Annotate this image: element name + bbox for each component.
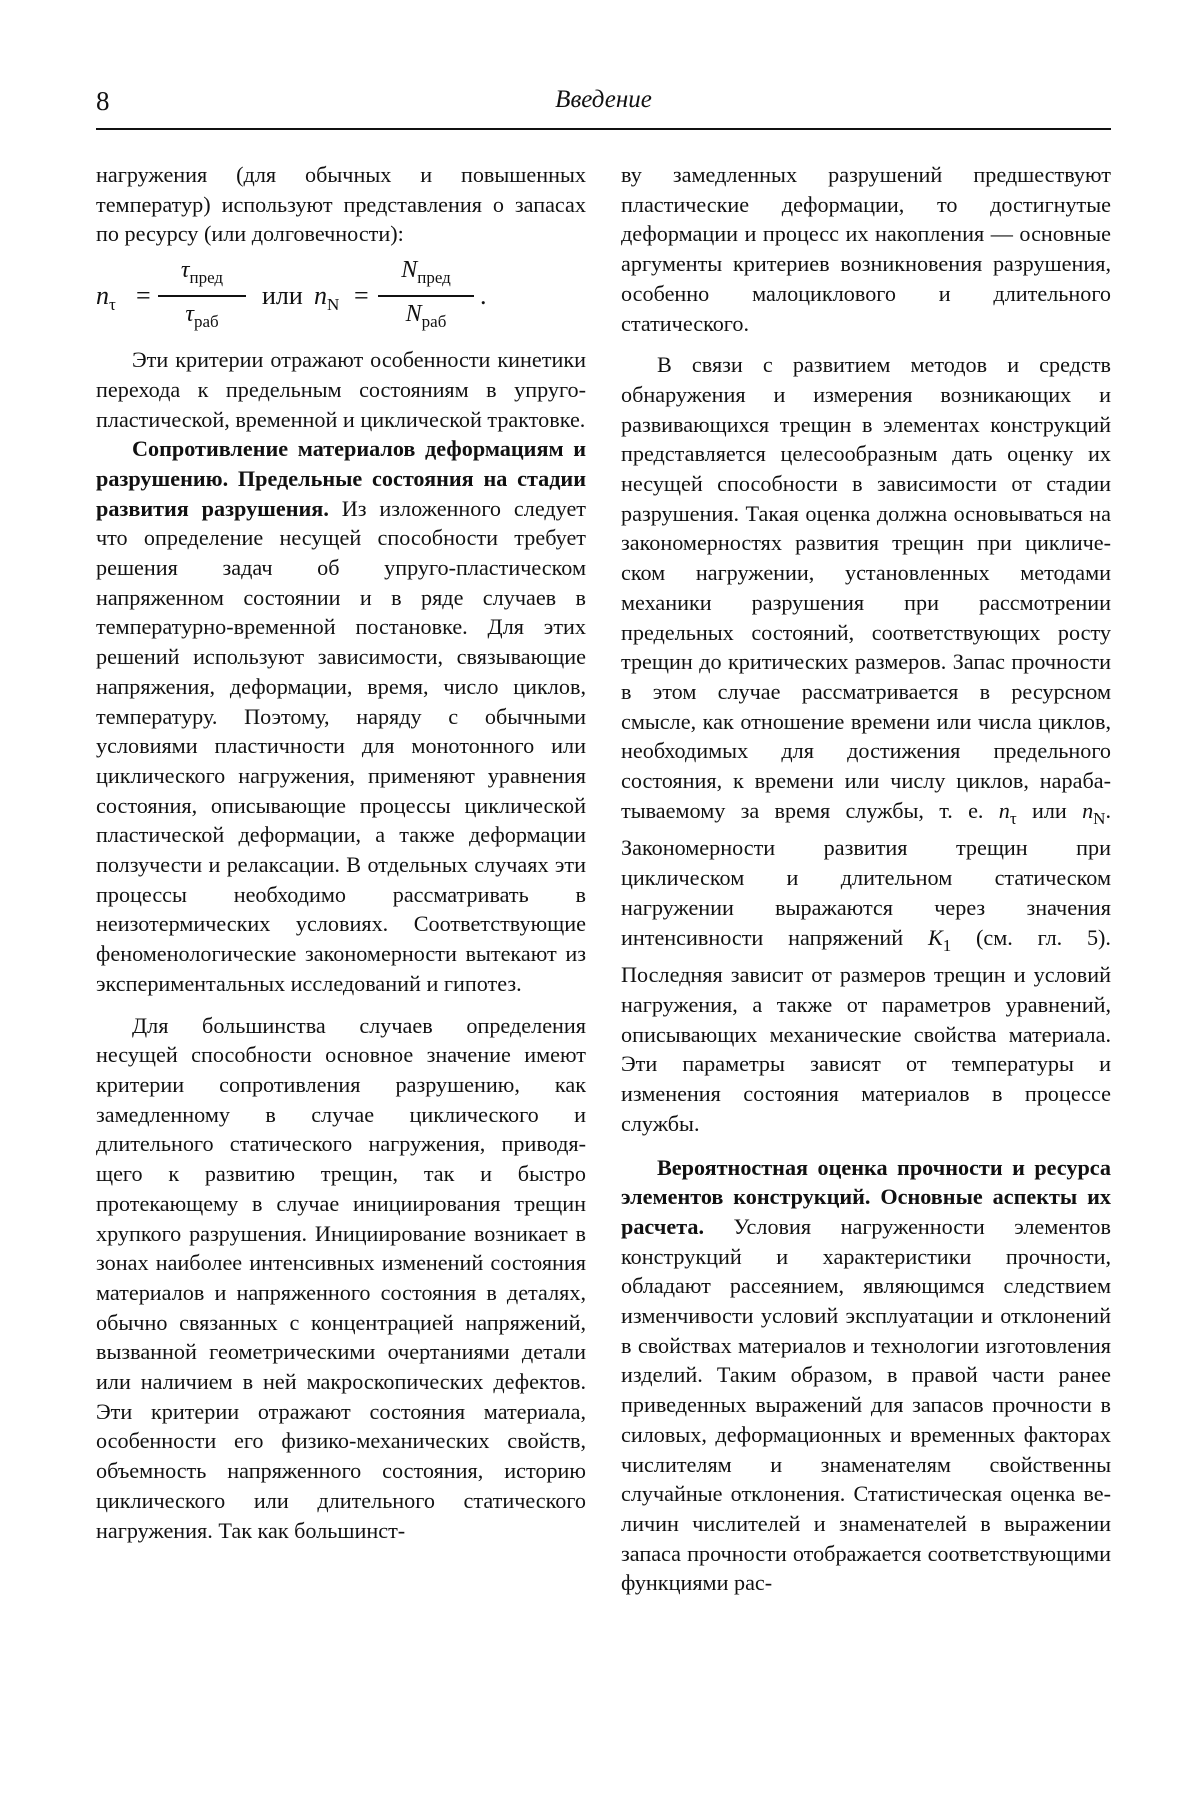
left-paragraph-1: нагружения (для обычных и повышенных температур) используют представления о запасах по ресурсу (или долговечности): <box>96 162 586 247</box>
section-heading-probabilistic: Вероятностная оценка прочности и ресурса элементов конструкций. Основные аспекты их расчета. <box>621 1154 1111 1239</box>
running-head: Введение <box>555 86 652 113</box>
page-number: 8 <box>96 86 110 116</box>
formula-fraction-N: $N_{пред}$ $N_{раб}$ <box>378 255 474 337</box>
formula-equals-2: = <box>354 281 369 311</box>
formula-or-word: или <box>262 281 303 311</box>
section-heading-resistance: Сопротивление материалов деформациям и разрушению. Предельные состояния на стадии развития разрушения. <box>96 436 586 521</box>
right-column <box>621 160 1111 1598</box>
formula-end-dot: . <box>480 281 487 311</box>
right-paragraph-3: Вероятностная оценка прочности и ресурса элементов конструкций. Основные аспекты их расчета. Условия нагруженности элементов конструкций и характеристики прочности, обладают рассеянием, являющимся следствием изменчивости условий эксплуатации и отклонений в свойствах материалов и технологии изготовления изделий. Таким образом, в правой части ранее приведенных выражений для запасов прочности в силовых, деформационных и временных факторах числителям и знаменателям свойственны случайные отклонения. Статистическая оценка величин числителей и знаменателей в выражении запаса прочности отображается соответствующими функциями рас- <box>621 1154 1111 1596</box>
left-paragraph-4: Для большинства случаев определения несущей способности основное значение имеют критерии сопротивления разрушению, как замедленному в случае циклического и длительного статического нагружения, приводящего к развитию трещин, так и быстро протекающему в случае инициирования трещин хрупкого разрушения. Инициирование возникает в зонах наиболее интенсивных изменений состояния материалов и напряженного состояния в деталях, обычно связанных с концентрацией напряжений, вызванной геометрическими очертаниями детали или наличием в ней макроскопических дефектов. Эти критерии отражают состояния материала, особенности его физико-механических свойств, объемность напряженного состояния, историю циклического или длительного статического нагружения. Так как большинст- <box>96 1012 586 1543</box>
formula-equals-1: = <box>136 281 151 311</box>
formula-n-N: $n_N$ <box>314 281 340 315</box>
right-paragraph-2: В связи с развитием методов и средств обнаружения и измерения возникающих и развивающихся трещин в элементах конструкций представляется целесообразным дать оценку их несущей способности в зависимости от стадии разрушения. Такая оценка должна основываться на закономерностях развития трещин при циклическом нагружении, установленных методами механики разрушения при рассмотрении предельных состояний, соответствующих росту трещин до критических размеров. Запас прочности в этом случае рассматривается в ресурсном смысле, как отношение времени или числа циклов, необходимых для достижения предельного состояния, к времени или числу циклов, нарабатываемому за время службы, т. е. $n_\tau$ или $n_N$. Закономерности развития трещин при циклическом и длительном статическом нагружении выражаются через значения интенсивности напряжений $K_1$ (см. гл. 5). Последняя зависит от размеров трещин и условий нагружения, а также от параметров уравнений, описывающих механические свойства материала. Эти параметры зависят от температуры и изменения состояния материалов в процессе службы. <box>621 352 1111 1136</box>
page-header <box>96 86 1111 120</box>
left-paragraph-2: Эти критерии отражают особенности кинетики перехода к предельным состояниям в упруго-пластической, временной и циклической трактовке. <box>96 347 586 432</box>
right-paragraph-1: ву замедленных разрушений предшествуют пластические деформации, то достигнутые деформации и процесс их накопления — основные аргументы критериев возникновения разрушения, особенно малоциклового и длительного статического. <box>621 162 1111 336</box>
left-paragraph-3: Сопротивление материалов деформациям и разрушению. Предельные состояния на стадии развития разрушения. Из изложенного следует что определение несущей способности требует решения задач об упруго-пластическом напряженном состоянии и в ряде случаев в температурно-временной постановке. Для этих решений используют зависимости, связывающие напряжения, деформации, время, число циклов, температуру. Поэтому, наряду с обычными условиями пластичности для монотонного или циклического нагружения, применяют уравнения состояния, описывающие процессы циклической пластической деформации, а также деформации ползучести и релаксации. В отдельных случаях эти процессы необходимо рассматривать в неизотермических условиях. Соответствующие феноменологические закономерности вытекают из экспериментальных исследований и гипотез. <box>96 436 587 996</box>
formula-fraction-tau: $\tau_{пред}$ $\tau_{раб}$ <box>158 255 246 337</box>
safety-factor-formula <box>96 253 586 339</box>
formula-n-tau: $n_\tau$ <box>96 281 116 315</box>
left-column <box>96 160 586 1545</box>
header-rule <box>96 128 1111 130</box>
